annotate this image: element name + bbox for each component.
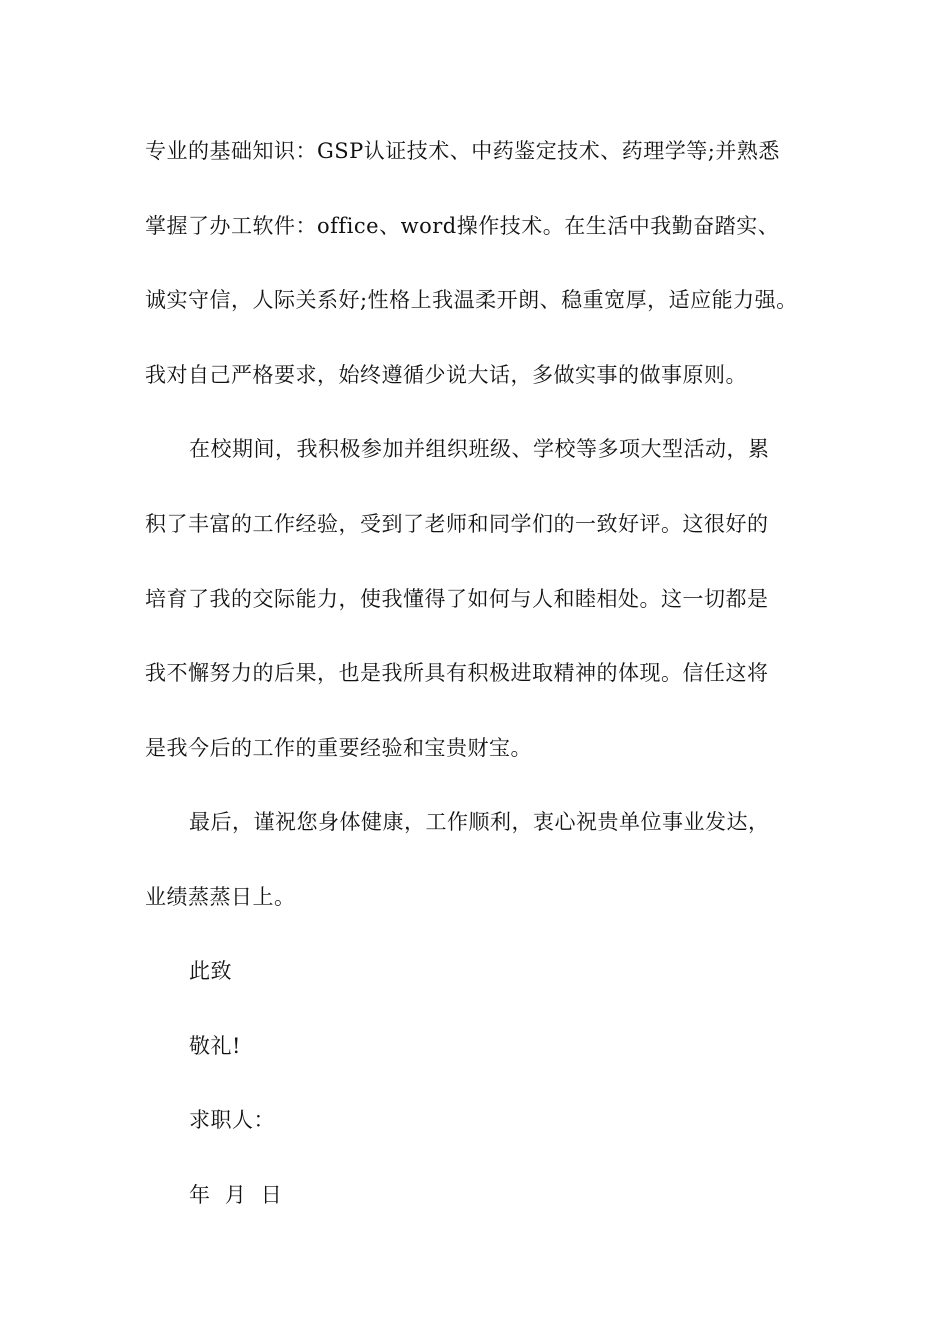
applicant-label: 求职人：: [189, 1108, 275, 1132]
body-text-line: 最后，谨祝您身体健康，工作顺利，衷心祝贵单位事业发达，: [189, 810, 770, 834]
body-text-line: 在校期间，我积极参加并组织班级、学校等多项大型活动，累: [189, 437, 770, 461]
closing-salutation: 此致: [189, 959, 232, 983]
body-text-line: 培育了我的交际能力，使我懂得了如何与人和睦相处。这一切都是: [145, 587, 769, 611]
body-text-line: 诚实守信，人际关系好;性格上我温柔开朗、稳重宽厚，适应能力强。: [145, 288, 798, 312]
closing-regards: 敬礼!: [189, 1034, 241, 1058]
body-text-line: 我对自己严格要求，始终遵循少说大话，多做实事的做事原则。: [145, 363, 747, 387]
body-text-line: 专业的基础知识：GSP认证技术、中药鉴定技术、药理学等;并熟悉: [145, 139, 780, 163]
body-text-line: 积了丰富的工作经验，受到了老师和同学们的一致好评。这很好的: [145, 512, 769, 536]
body-text-line: 我不懈努力的后果，也是我所具有积极进取精神的体现。信任这将: [145, 661, 769, 685]
body-text-line: 掌握了办工软件：office、word操作技术。在生活中我勤奋踏实、: [145, 214, 780, 238]
body-text-line: 是我今后的工作的重要经验和宝贵财宝。: [145, 736, 532, 760]
date-line: 年 月 日: [189, 1183, 283, 1207]
body-text-line: 业绩蒸蒸日上。: [145, 885, 296, 909]
